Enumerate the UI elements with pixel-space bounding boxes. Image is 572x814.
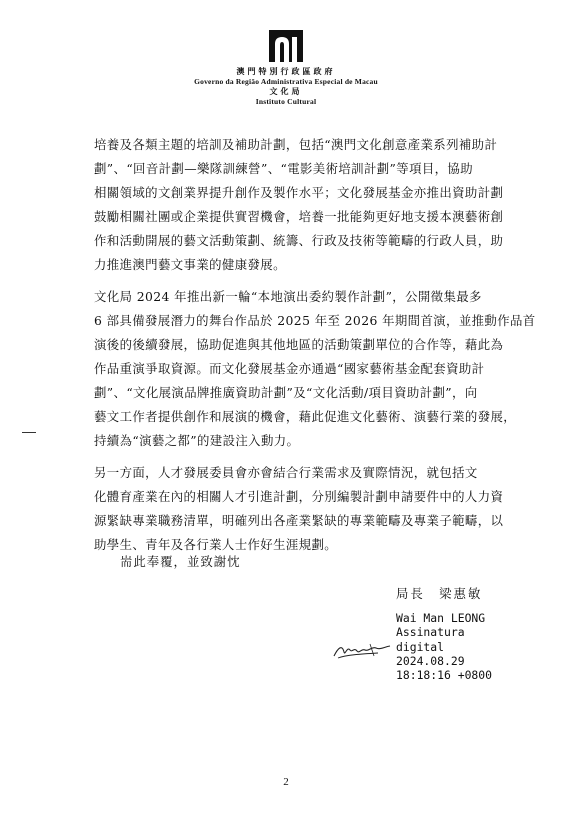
signature-time: 18:18:16 +0800 (396, 668, 493, 683)
text-line: 另一方面，人才發展委員會亦會結合行業需求及實際情況，就包括文 (94, 465, 478, 480)
text-line: 藝文工作者提供創作和展演的機會，藉此促進文化藝術、演藝行業的發展， (94, 409, 517, 424)
paragraph-2 (94, 285, 536, 453)
signature-date: 2024.08.29 (396, 653, 465, 668)
text-line: 劃”、“文化展演品牌推廣資助計劃”及“文化活動/項目資助計劃”，向 (94, 385, 478, 400)
government-name-portuguese: Governo da Região Administrativa Especial de Macau (194, 77, 378, 86)
text-line: 化體育產業在內的相關人才引進計劃，分別編製計劃申請要件中的人力資 (94, 489, 504, 504)
department-name-portuguese: Instituto Cultural (255, 97, 317, 106)
signature-label: Assinatura (396, 625, 465, 640)
signature-label-digital: digital (396, 639, 445, 654)
text-line: 相關領域的文創業界提升創作及製作水平；文化發展基金亦推出資助計劃 (94, 185, 504, 200)
signer-name: Wai Man LEONG (396, 611, 486, 625)
margin-tick-mark (22, 432, 36, 433)
closing-remark: 耑此奉覆，並致謝忱 (120, 554, 241, 569)
letter-body (94, 133, 536, 565)
text-line: 6 部具備發展潛力的舞台作品於 2025 年至 2026 年期間首演，並推動作品首 (94, 313, 536, 328)
digital-signature-block (396, 611, 492, 682)
text-line: 力推進澳門藝文事業的健康發展。 (94, 257, 286, 272)
text-line: 劃”、“回音計劃—樂隊訓練營”、“電影美術培訓計劃”等項目，協助 (94, 161, 474, 176)
department-name-chinese: 文化局 (269, 87, 303, 96)
paragraph-1 (94, 133, 524, 277)
text-line: 持續為“演藝之都”的建設注入動力。 (94, 433, 300, 448)
text-line: 作和活動開展的藝文活動策劃、統籌、行政及技術等範疇的行政人員，助 (94, 233, 504, 248)
text-line: 培養及各類主題的培訓及補助計劃，包括“澳門文化創意產業系列補助計 (94, 137, 498, 152)
text-line: 演後的後續發展，協助促進與其他地區的活動策劃單位的合作等，藉此為 (94, 337, 504, 352)
text-line: 源緊缺專業職務清單，明確列出各產業緊缺的專業範疇及專業子範疇，以 (94, 513, 504, 528)
text-line: 助學生、青年及各行業人士作好生涯規劃。 (94, 537, 338, 552)
macao-sar-institute-logo-icon (269, 30, 303, 62)
government-name-chinese: 澳門特別行政區政府 (236, 67, 336, 76)
handwritten-signature-icon (332, 638, 394, 662)
letterhead (0, 30, 572, 107)
page-number: 2 (283, 776, 289, 788)
text-line: 鼓勵相關社團或企業提供實習機會，培養一批能夠更好地支援本澳藝術創 (94, 209, 504, 224)
signatory-title-name: 局長 梁惠敏 (396, 586, 483, 601)
text-line: 文化局 2024 年推出新一輪“本地演出委約製作計劃”，公開徵集最多 (94, 289, 482, 304)
text-line: 作品重演爭取資源。而文化發展基金亦通過“國家藝術基金配套資助計 (94, 361, 485, 376)
paragraph-3 (94, 461, 524, 557)
